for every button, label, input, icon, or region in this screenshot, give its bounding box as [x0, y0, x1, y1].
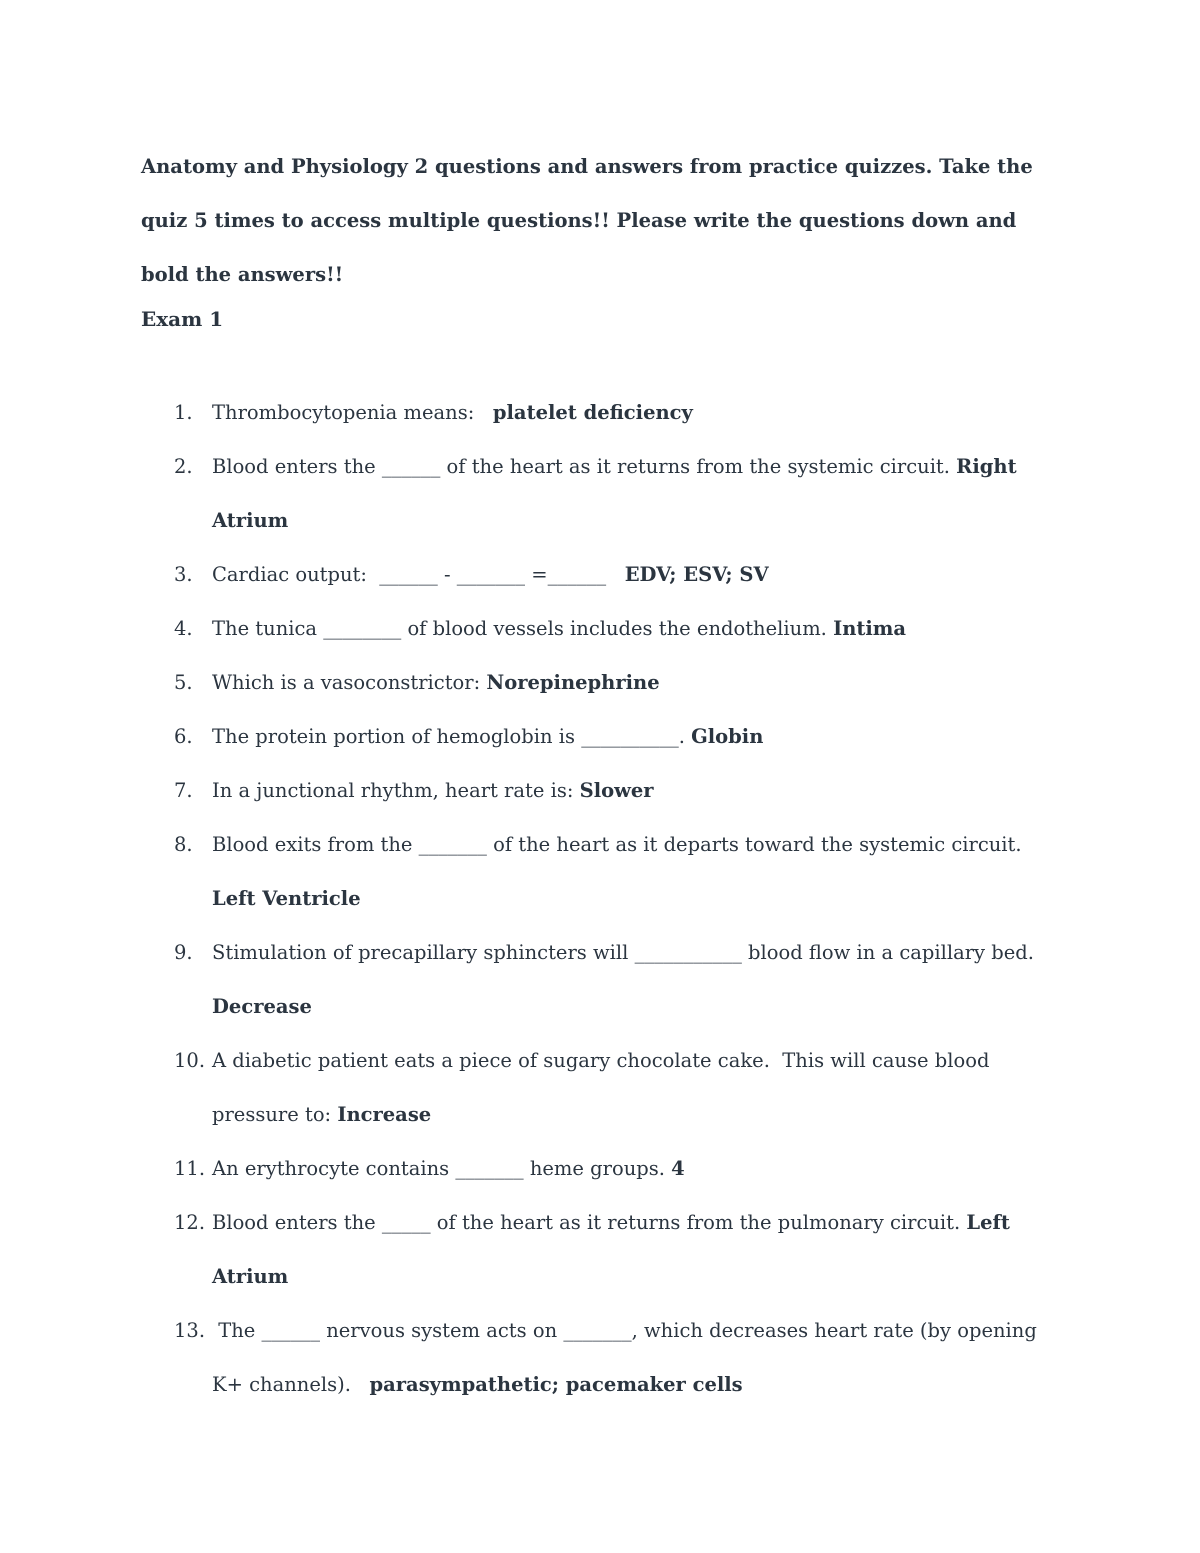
question-text: Blood enters the _____ of the heart as it returns from the pulmonary circuit.	[212, 1211, 967, 1234]
question-item	[141, 1034, 1071, 1142]
question-answer: Decrease	[212, 995, 312, 1018]
question-answer: 4	[671, 1157, 685, 1180]
question-item	[141, 656, 1071, 710]
question-item	[141, 1304, 1071, 1412]
intro-paragraph: Anatomy and Physiology 2 questions and answers from practice quizzes. Take the quiz 5 times to access multiple questions!! Please write the questions down and bold the answers!!	[141, 155, 1033, 286]
question-text: Stimulation of precapillary sphincters will ___________ blood flow in a capillary bed.	[212, 941, 1041, 964]
question-text: The tunica ________ of blood vessels includes the endothelium.	[212, 617, 834, 640]
question-number: 11.	[174, 1157, 206, 1180]
question-text: The protein portion of hemoglobin is __________.	[212, 725, 692, 748]
question-item	[141, 1142, 1071, 1196]
question-item	[141, 926, 1071, 1034]
question-text: The ______ nervous system acts on _______, which decreases heart rate (by opening K+ channels).	[212, 1319, 1044, 1396]
question-item	[141, 818, 1071, 926]
question-text: Blood enters the ______ of the heart as it returns from the systemic circuit.	[212, 455, 957, 478]
question-item	[141, 764, 1071, 818]
question-answer: Increase	[337, 1103, 432, 1126]
question-answer: Left Ventricle	[212, 887, 361, 910]
question-number: 1.	[174, 401, 193, 424]
question-number: 5.	[174, 671, 193, 694]
question-answer: platelet deficiency	[492, 401, 693, 424]
question-answer: EDV; ESV; SV	[624, 563, 769, 586]
question-text: Which is a vasoconstrictor:	[212, 671, 487, 694]
question-answer: Globin	[691, 725, 764, 748]
question-item	[141, 602, 1071, 656]
question-list	[141, 386, 1071, 1412]
question-number: 4.	[174, 617, 193, 640]
question-text: In a junctional rhythm, heart rate is:	[212, 779, 580, 802]
question-answer: Norepinephrine	[486, 671, 660, 694]
question-number: 7.	[174, 779, 193, 802]
question-number: 3.	[174, 563, 193, 586]
question-text: A diabetic patient eats a piece of sugary chocolate cake. This will cause blood pressure to:	[212, 1049, 996, 1126]
question-answer: Right Atrium	[212, 455, 1017, 532]
question-number: 6.	[174, 725, 193, 748]
question-text: Blood exits from the _______ of the heart as it departs toward the systemic circuit.	[212, 833, 1028, 856]
question-answer: Slower	[579, 779, 654, 802]
question-answer: parasympathetic; pacemaker cells	[369, 1373, 743, 1396]
question-text: An erythrocyte contains _______ heme groups.	[212, 1157, 672, 1180]
question-number: 13.	[174, 1319, 206, 1342]
exam-heading: Exam 1	[141, 307, 224, 331]
question-number: 2.	[174, 455, 193, 478]
question-answer: Intima	[833, 617, 907, 640]
question-item	[141, 1196, 1071, 1304]
question-number: 10.	[174, 1049, 206, 1072]
question-number: 9.	[174, 941, 193, 964]
question-item	[141, 386, 1071, 440]
question-text: Cardiac output: ______ - _______ =______	[212, 563, 625, 586]
question-item	[141, 710, 1071, 764]
question-answer: Left Atrium	[212, 1211, 1010, 1288]
question-number: 8.	[174, 833, 193, 856]
question-item	[141, 548, 1071, 602]
question-number: 12.	[174, 1211, 206, 1234]
question-item	[141, 440, 1071, 548]
question-text: Thrombocytopenia means:	[212, 401, 493, 424]
